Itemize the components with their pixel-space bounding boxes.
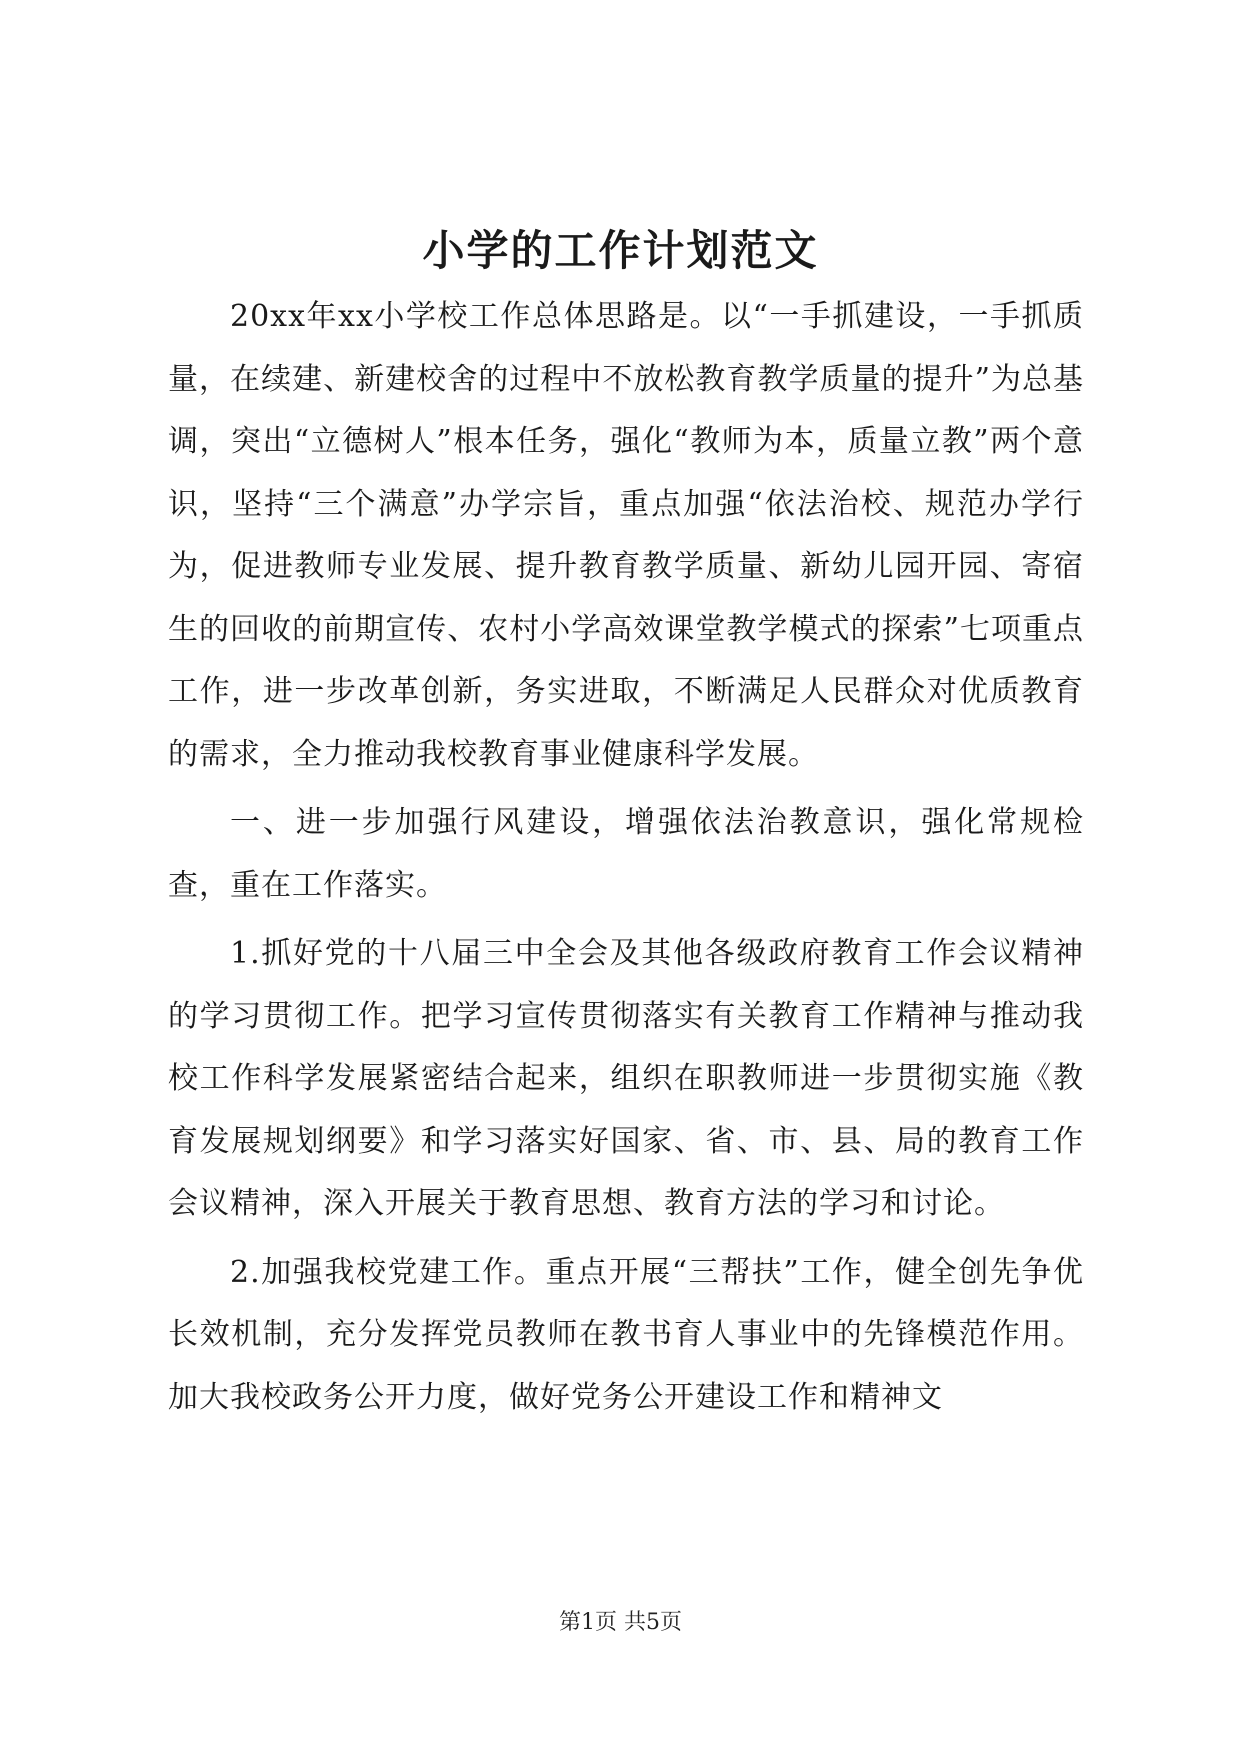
document-title: 小学的工作计划范文 xyxy=(422,226,819,275)
paragraph-item-2: 2.加强我校党建工作。重点开展“三帮扶”工作，健全创先争优长效机制，充分发挥党员教师在教书育人事业中的先锋模范作用。加大我校政务公开力度，做好党务公开建设工作和精神文 xyxy=(168,1254,1084,1415)
page-footer: 第1页 共5页 xyxy=(559,1610,682,1635)
paragraph-section-heading-1: 一、进一步加强行风建设，增强依法治教意识，强化常规检查，重在工作落实。 xyxy=(168,805,1084,903)
paragraph-overview: 20xx年xx小学校工作总体思路是。以“一手抓建设，一手抓质量，在续建、新建校舍的过程中不放松教育教学质量的提升”为总基调，突出“立德树人”根本任务，强化“教师为本，质量立教”两个意识，坚持“三个满意”办学宗旨，重点加强“依法治校、规范办学行为，促进教师专业发展、提升教育教学质量、新幼儿园开园、寄宿生的回收的前期宣传、农村小学高效课堂教学模式的探索”七项重点工作，进一步改革创新，务实进取，不断满足人民群众对优质教育的需求，全力推动我校教育事业健康科学发展。 xyxy=(168,299,1084,772)
document-body xyxy=(168,286,1084,1435)
paragraph-item-1: 1.抓好党的十八届三中全会及其他各级政府教育工作会议精神的学习贯彻工作。把学习宣传贯彻落实有关教育工作精神与推动我校工作科学发展紧密结合起来，组织在职教师进一步贯彻实施《教育发展规划纲要》和学习落实好国家、省、市、县、局的教育工作会议精神，深入开展关于教育思想、教育方法的学习和讨论。 xyxy=(168,936,1084,1221)
